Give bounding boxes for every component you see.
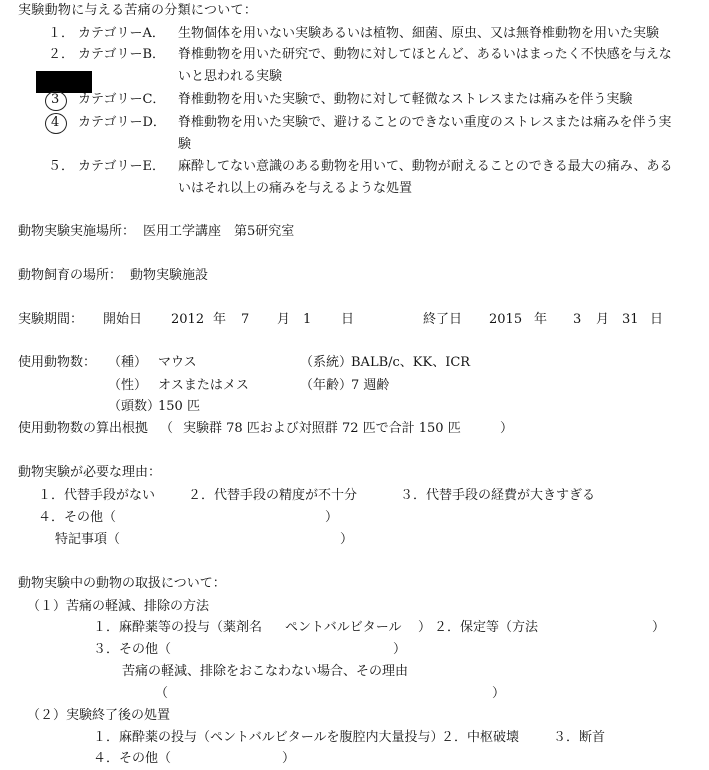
cat-e-num: ５．	[48, 159, 75, 174]
no-relief-reason-label: 苦痛の軽減、排除をおこなわない場合、その理由	[122, 664, 409, 679]
start-year-unit: 年	[213, 312, 227, 327]
basis-open: （	[160, 421, 174, 436]
no-relief-open: （	[155, 686, 169, 701]
reason-opt-3: ３．代替手段の経費が大きすぎる	[400, 488, 596, 503]
end-label: 終了日	[423, 312, 463, 327]
basis-label: 使用動物数の算出根拠	[18, 421, 149, 436]
age-label: （年齢）	[300, 378, 353, 393]
cat-b-num: ２．	[48, 47, 75, 62]
cat-c-num: 3	[51, 92, 60, 107]
cat-c-label: カテゴリーC．	[78, 92, 166, 107]
start-year: 2012	[171, 312, 205, 327]
sex-label: （性）	[108, 378, 148, 393]
strain-label: （系統）	[300, 355, 353, 370]
reason-heading: 動物実験が必要な理由：	[18, 465, 162, 480]
sex-value: オスまたはメス	[158, 378, 249, 393]
end-year-unit: 年	[534, 312, 548, 327]
start-day-unit: 日	[341, 312, 355, 327]
cat-d-num: 4	[51, 115, 60, 130]
cat-e-label: カテゴリーE．	[78, 159, 165, 174]
start-month-unit: 月	[277, 312, 291, 327]
end-opt-4-close: ）	[282, 751, 296, 766]
restraint-close: ）	[652, 620, 666, 635]
strain-value: BALB/c、KK、ICR	[351, 355, 471, 370]
cat-d-desc-1: 脊椎動物を用いた実験で、避けることのできない重度のストレスまたは痛みを伴う実	[178, 115, 672, 130]
count-value: 150 匹	[158, 399, 200, 414]
reason-opt-4-close: ）	[325, 510, 339, 525]
redaction-bar	[36, 71, 92, 93]
animals-label: 使用動物数：	[18, 355, 97, 370]
end-month-unit: 月	[596, 312, 610, 327]
species-value: マウス	[158, 355, 197, 370]
cat-d-label: カテゴリーD．	[78, 115, 166, 130]
start-label: 開始日	[103, 312, 143, 327]
end-year: 2015	[489, 312, 523, 327]
period-label: 実験期間：	[18, 312, 84, 327]
reason-opt-4: ４．その他（	[38, 510, 117, 525]
reason-opt-2: ２．代替手段の精度が不十分	[188, 488, 358, 503]
cat-a-num: １．	[48, 26, 75, 41]
handling-sec-1: （１）苦痛の軽減、排除の方法	[27, 599, 210, 614]
cat-a-desc: 生物個体を用いない実験あるいは植物、細菌、原虫、又は無脊椎動物を用いた実験	[178, 26, 660, 41]
species-label: （種）	[108, 355, 148, 370]
restraint-label: ２．保定等（方法	[434, 620, 539, 635]
breed-value: 動物実験施設	[130, 268, 209, 283]
handling-other-close: ）	[393, 642, 407, 657]
anesthetic-label: １．麻酔薬等の投与（薬剤名	[93, 620, 263, 635]
basis-close: ）	[500, 421, 514, 436]
place-value: 医用工学講座 第5研究室	[143, 224, 295, 239]
count-label: （頭数）	[108, 399, 161, 414]
end-opt-1: １．麻酔薬の投与（ペントバルビタールを腹腔内大量投与）	[93, 730, 444, 745]
reason-opt-1: １．代替手段がない	[38, 488, 156, 503]
handling-heading: 動物実験中の動物の取扱について：	[18, 576, 226, 591]
basis-value: 実験群 78 匹および対照群 72 匹で合計 150 匹	[183, 421, 461, 436]
end-day: 31	[622, 312, 639, 327]
cat-b-desc-1: 脊椎動物を用いた研究で、動物に対してほとんど、あるいはまったく不快感を与えな	[178, 47, 672, 62]
cat-c-desc: 脊椎動物を用いた実験で、動物に対して軽微なストレスまたは痛みを伴う実験	[178, 92, 633, 107]
cat-b-label: カテゴリーB．	[78, 47, 166, 62]
start-month: 7	[241, 312, 250, 327]
start-day: 1	[303, 312, 312, 327]
pain-heading: 実験動物に与える苦痛の分類について：	[18, 3, 258, 18]
place-label: 動物実験実施場所：	[18, 224, 136, 239]
handling-other: ３．その他（	[93, 642, 172, 657]
breed-label: 動物飼育の場所：	[18, 268, 123, 283]
anesthetic-value: ペントバルビタール	[285, 620, 402, 635]
handling-sec-2: （２）実験終了後の処置	[27, 708, 171, 723]
cat-e-desc-2: いはそれ以上の痛みを与えるような処置	[178, 181, 413, 196]
cat-e-desc-1: 麻酔してない意識のある動物を用いて、動物が耐えることのできる最大の痛み、ある	[178, 159, 673, 174]
cat-d-desc-2: 験	[178, 137, 192, 152]
age-value: 7 週齢	[351, 378, 390, 393]
no-relief-close: ）	[492, 686, 506, 701]
cat-a-label: カテゴリーA．	[78, 26, 165, 41]
cat-b-desc-2: いと思われる実験	[178, 69, 283, 84]
notes-close: ）	[340, 532, 354, 547]
end-opt-4: ４．その他（	[93, 751, 172, 766]
anesthetic-close: ）	[418, 620, 432, 635]
end-month: 3	[573, 312, 582, 327]
end-day-unit: 日	[650, 312, 664, 327]
notes-label: 特記事項（	[55, 532, 121, 547]
end-opt-2: ２．中枢破壊	[441, 730, 520, 745]
end-opt-3: ３．断首	[553, 730, 606, 745]
